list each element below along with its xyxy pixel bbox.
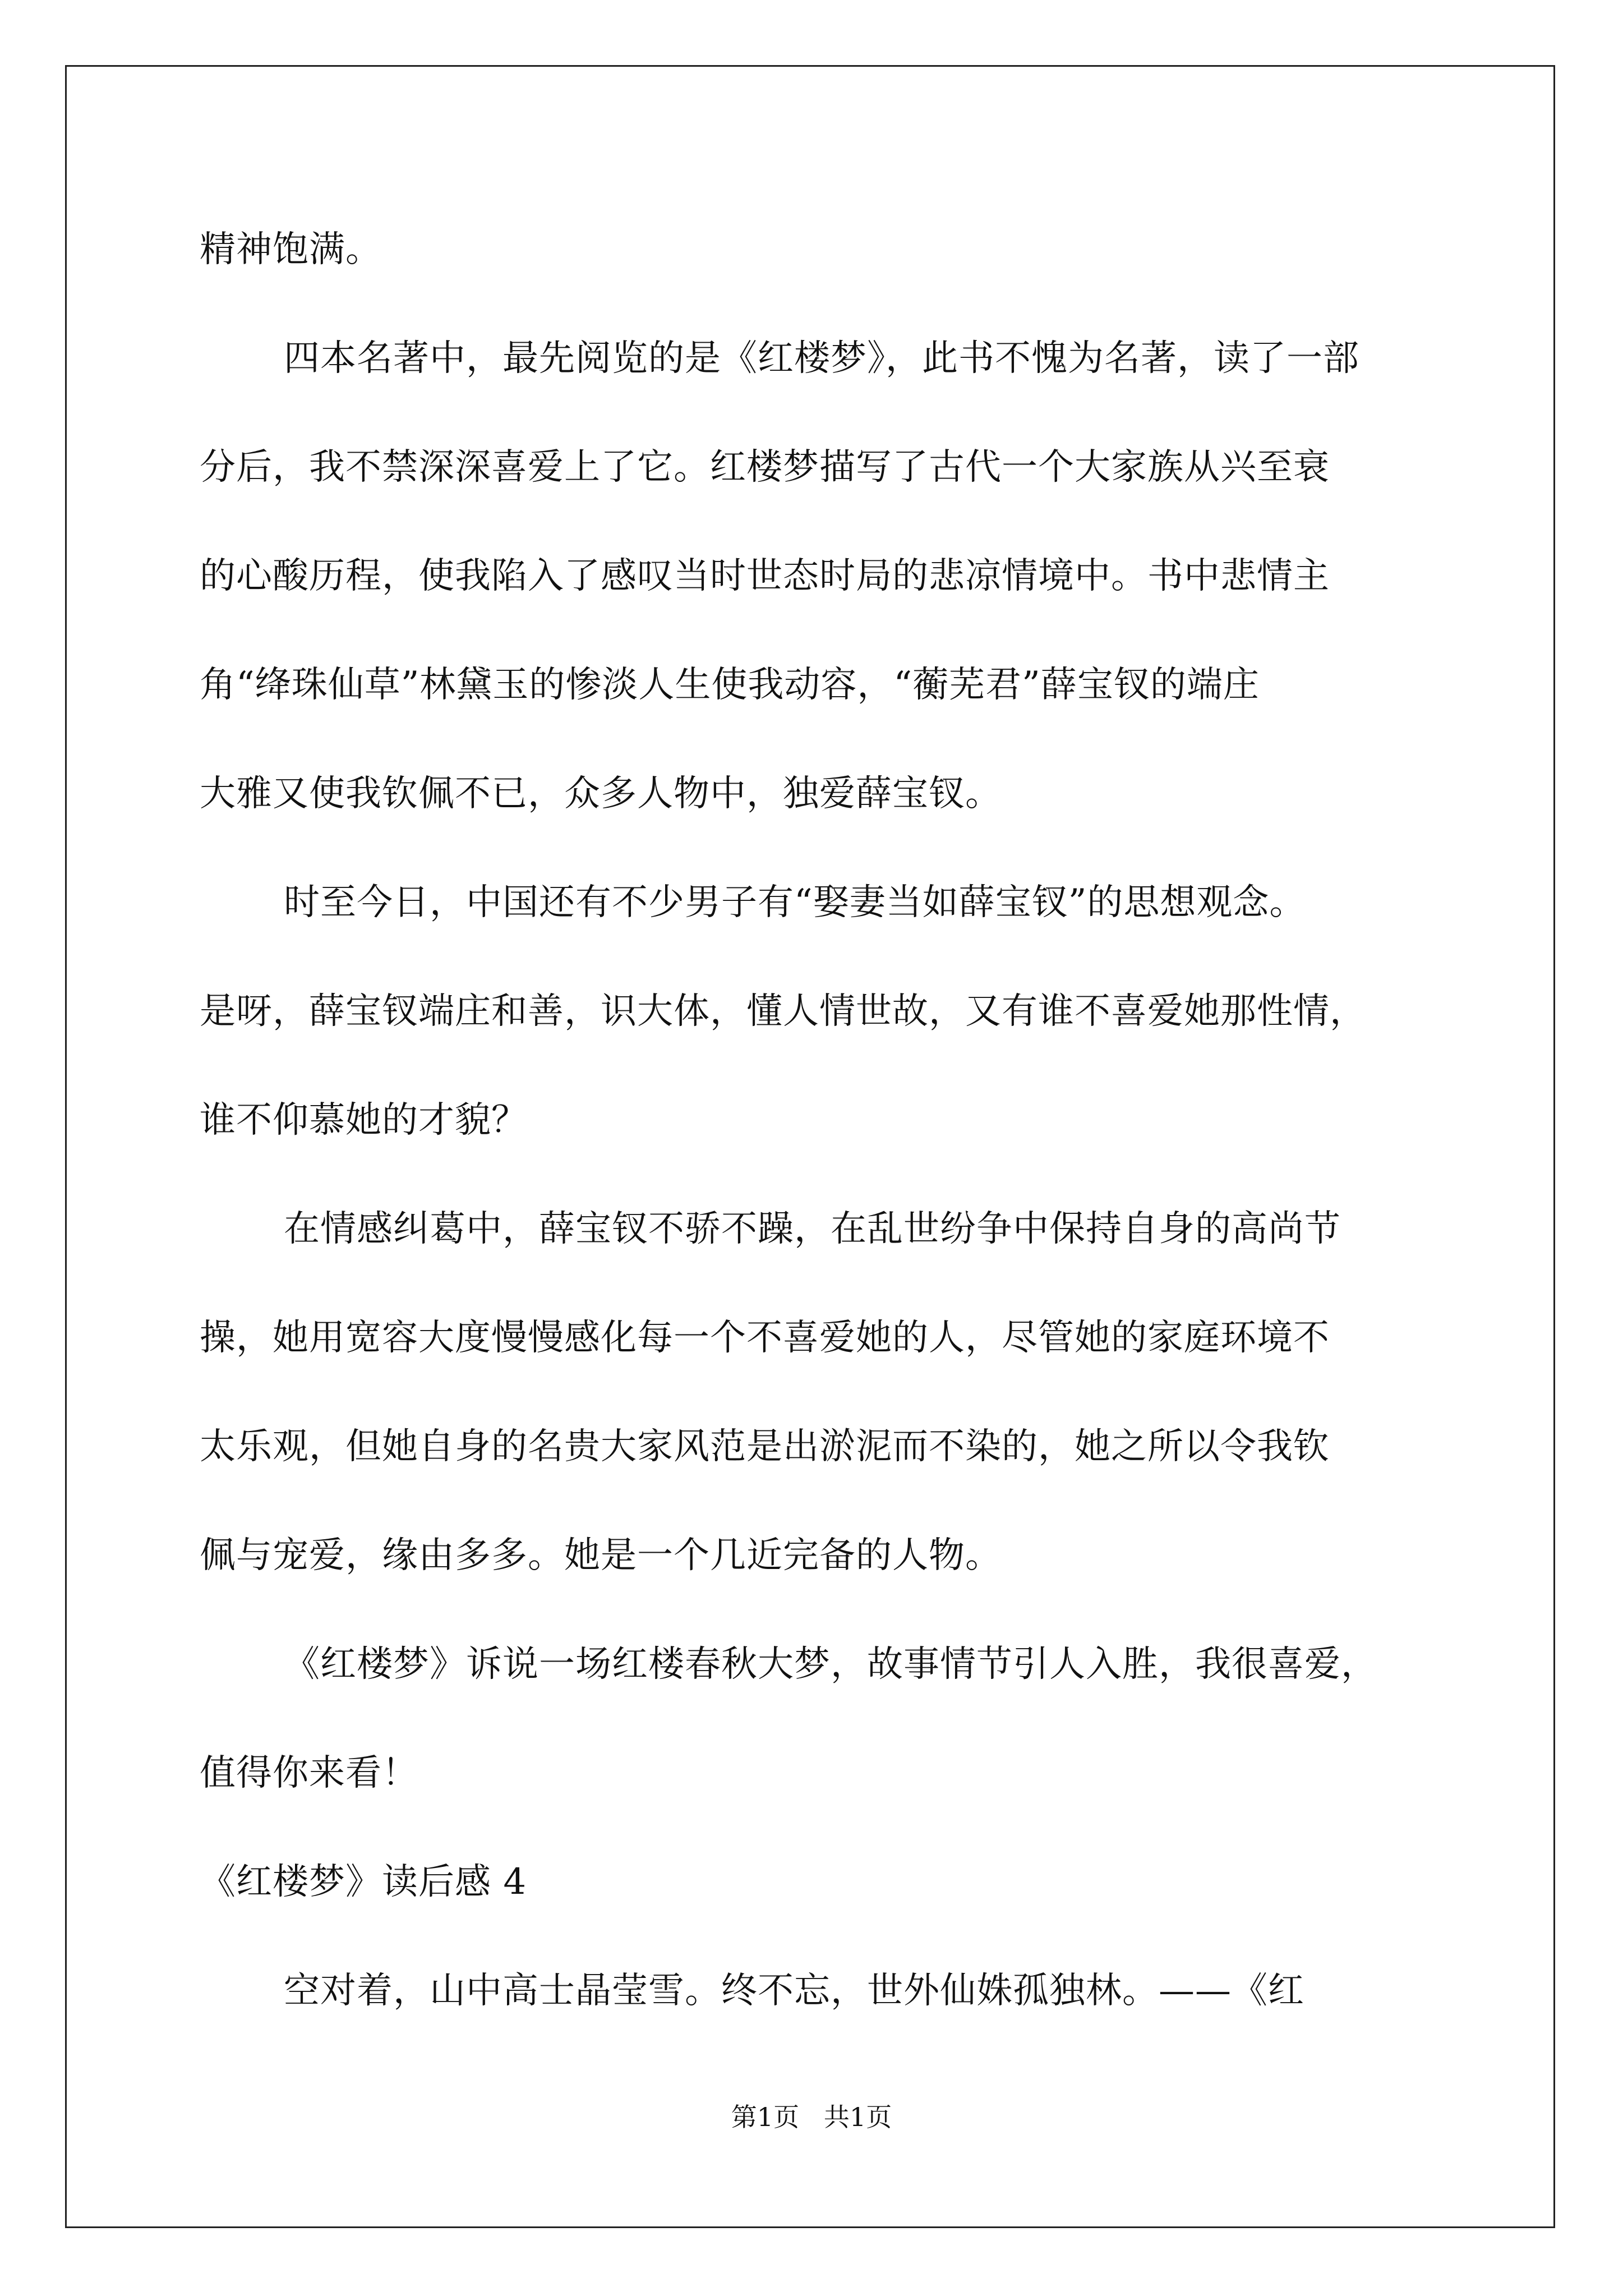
paragraph-line: 四本名著中，最先阅览的是《红楼梦》，此书不愧为名著，读了一部	[284, 338, 1359, 379]
paragraph-line: 精神饱满。	[200, 229, 382, 270]
paragraph-line: 佩与宠爱，缘由多多。她是一个几近完备的人物。	[200, 1535, 1002, 1576]
paragraph-line: 操，她用宽容大度慢慢感化每一个不喜爱她的人，尽管她的家庭环境不	[200, 1317, 1330, 1359]
paragraph-line: 在情感纠葛中，薛宝钗不骄不躁，在乱世纷争中保持自身的高尚节	[284, 1208, 1341, 1250]
paragraph-line: 太乐观，但她自身的名贵大家风范是出淤泥而不染的，她之所以令我钦	[200, 1426, 1330, 1467]
paragraph-line: 分后，我不禁深深喜爱上了它。红楼梦描写了古代一个大家族从兴至衰	[200, 447, 1330, 488]
paragraph-line: 是呀，薛宝钗端庄和善，识大体，懂人情世故，又有谁不喜爱她那性情，	[200, 991, 1366, 1032]
section-heading: 《红楼梦》读后感 4	[200, 1861, 527, 1903]
paragraph-line: 时至今日，中国还有不少男子有“娶妻当如薛宝钗”的思想观念。	[284, 882, 1306, 923]
paragraph-line: 值得你来看！	[200, 1752, 418, 1794]
paragraph-line: 谁不仰慕她的才貌？	[200, 1099, 528, 1141]
paragraph-line: 大雅又使我钦佩不已，众多人物中，独爱薛宝钗。	[200, 773, 1002, 815]
paragraph-line: 空对着，山中高士晶莹雪。终不忘，世外仙姝孤独林。——《红	[284, 1970, 1304, 2012]
paragraph-line: 的心酸历程，使我陷入了感叹当时世态时局的悲凉情境中。书中悲情主	[200, 555, 1330, 597]
paragraph-line: 《红楼梦》诉说一场红楼春秋大梦，故事情节引人入胜，我很喜爱，	[284, 1644, 1377, 1685]
paragraph-line: 角“绛珠仙草”林黛玉的惨淡人生使我动容，“蘅芜君”薛宝钗的端庄	[200, 664, 1260, 706]
page-footer: 第1页 共1页	[731, 2102, 892, 2132]
